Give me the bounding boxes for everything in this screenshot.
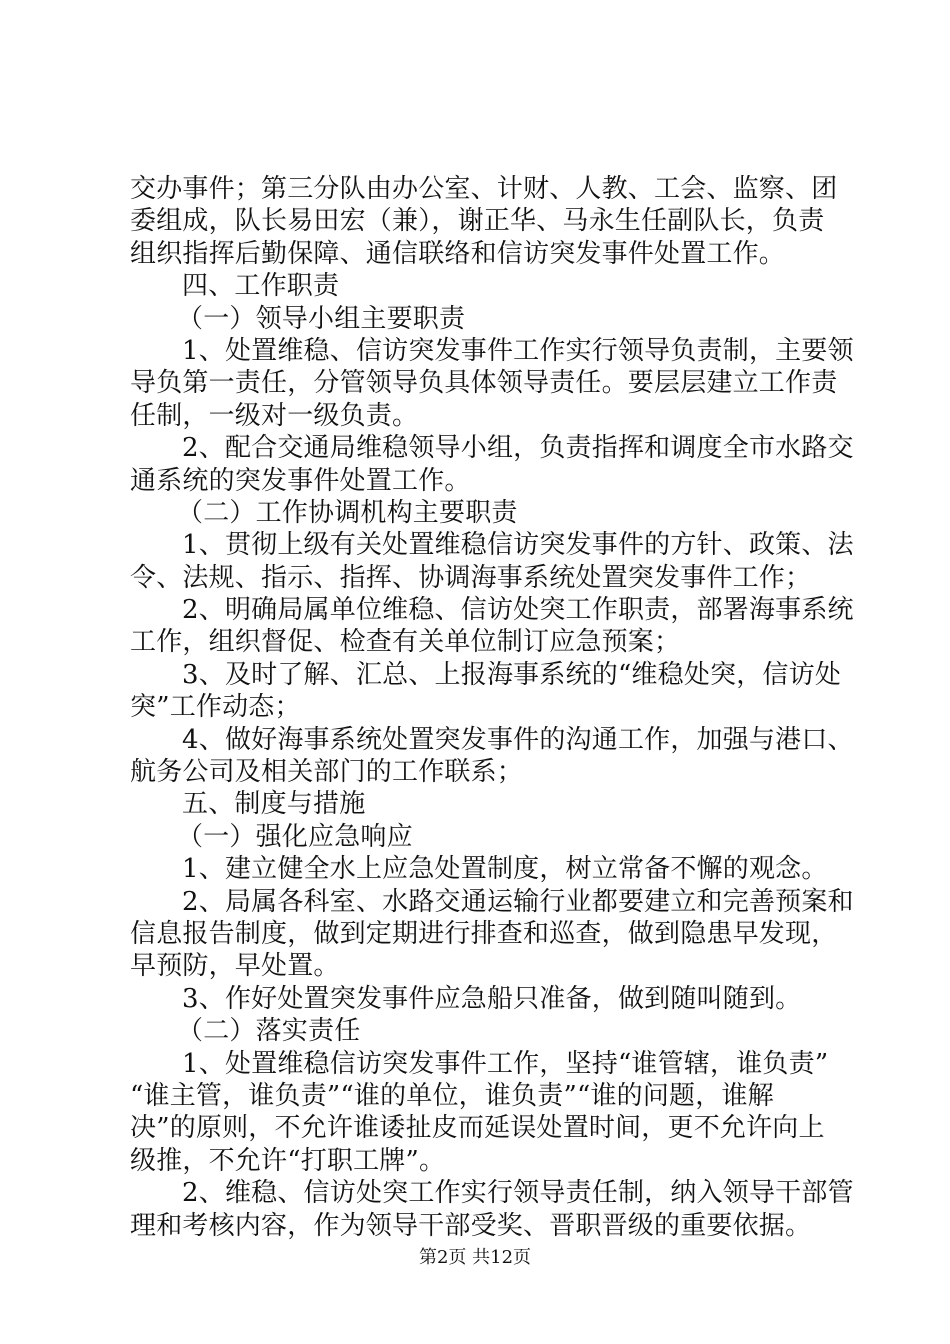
text-line: 突”工作动态； xyxy=(130,692,301,723)
text-line: （一）强化应急响应 xyxy=(177,821,413,852)
text-line: 理和考核内容，作为领导干部受奖、晋职晋级的重要依据。 xyxy=(130,1210,812,1241)
text-line: 2、明确局属单位维稳、信访处突工作职责，部署海事系统 xyxy=(182,595,854,626)
text-line: 委组成，队长易田宏（兼），谢正华、马永生任副队长，负责 xyxy=(130,206,825,237)
text-line: 决”的原则，不允许谁诿扯皮而延误处置时间，更不允许向上 xyxy=(130,1113,825,1144)
text-line: 2、局属各科室、水路交通运输行业都要建立和完善预案和 xyxy=(182,886,854,917)
text-line: 1、处置维稳信访突发事件工作，坚持“谁管辖，谁负责” xyxy=(182,1048,829,1079)
text-line: 航务公司及相关部门的工作联系； xyxy=(130,757,524,788)
text-line: 2、配合交通局维稳领导小组，负责指挥和调度全市水路交 xyxy=(182,433,854,464)
text-line: （二）落实责任 xyxy=(177,1016,361,1047)
text-line: 1、建立健全水上应急处置制度，树立常备不懈的观念。 xyxy=(182,854,828,885)
text-line: 导负第一责任，分管领导负具体领导责任。要层层建立工作责 xyxy=(130,368,838,399)
document-body xyxy=(130,173,854,1242)
text-line: 工作，组织督促、检查有关单位制订应急预案； xyxy=(130,627,681,658)
text-line: 1、贯彻上级有关处置维稳信访突发事件的方针、政策、法 xyxy=(182,530,854,561)
text-line: 组织指挥后勤保障、通信联络和信访突发事件处置工作。 xyxy=(130,238,786,269)
text-line: 信息报告制度，做到定期进行排查和巡查，做到隐患早发现， xyxy=(130,918,838,949)
text-line: （一）领导小组主要职责 xyxy=(177,303,466,334)
text-line: 四、工作职责 xyxy=(182,271,340,302)
text-line: 令、法规、指示、指挥、协调海事系统处置突发事件工作； xyxy=(130,562,812,593)
text-line: 级推，不允许“打职工牌”。 xyxy=(130,1145,446,1176)
text-line: （二）工作协调机构主要职责 xyxy=(177,497,518,528)
text-line: 任制，一级对一级负责。 xyxy=(130,400,419,431)
text-line: 4、做好海事系统处置突发事件的沟通工作，加强与港口、 xyxy=(182,724,854,755)
text-line: 五、制度与措施 xyxy=(182,789,366,820)
page-number-footer: 第2页 共12页 xyxy=(418,1247,532,1268)
text-line: “谁主管，谁负责”“谁的单位，谁负责”“谁的问题，谁解 xyxy=(130,1080,774,1111)
text-line: 3、及时了解、汇总、上报海事系统的“维稳处突，信访处 xyxy=(182,659,842,690)
text-line: 3、作好处置突发事件应急船只准备，做到随叫随到。 xyxy=(182,983,802,1014)
text-line: 2、维稳、信访处突工作实行领导责任制，纳入领导干部管 xyxy=(182,1178,854,1209)
text-line: 1、处置维稳、信访突发事件工作实行领导负责制，主要领 xyxy=(182,335,854,366)
text-line: 交办事件；第三分队由办公室、计财、人教、工会、监察、团 xyxy=(130,174,838,204)
text-line: 早预防，早处置。 xyxy=(130,951,340,982)
text-line: 通系统的突发事件处置工作。 xyxy=(130,465,471,496)
